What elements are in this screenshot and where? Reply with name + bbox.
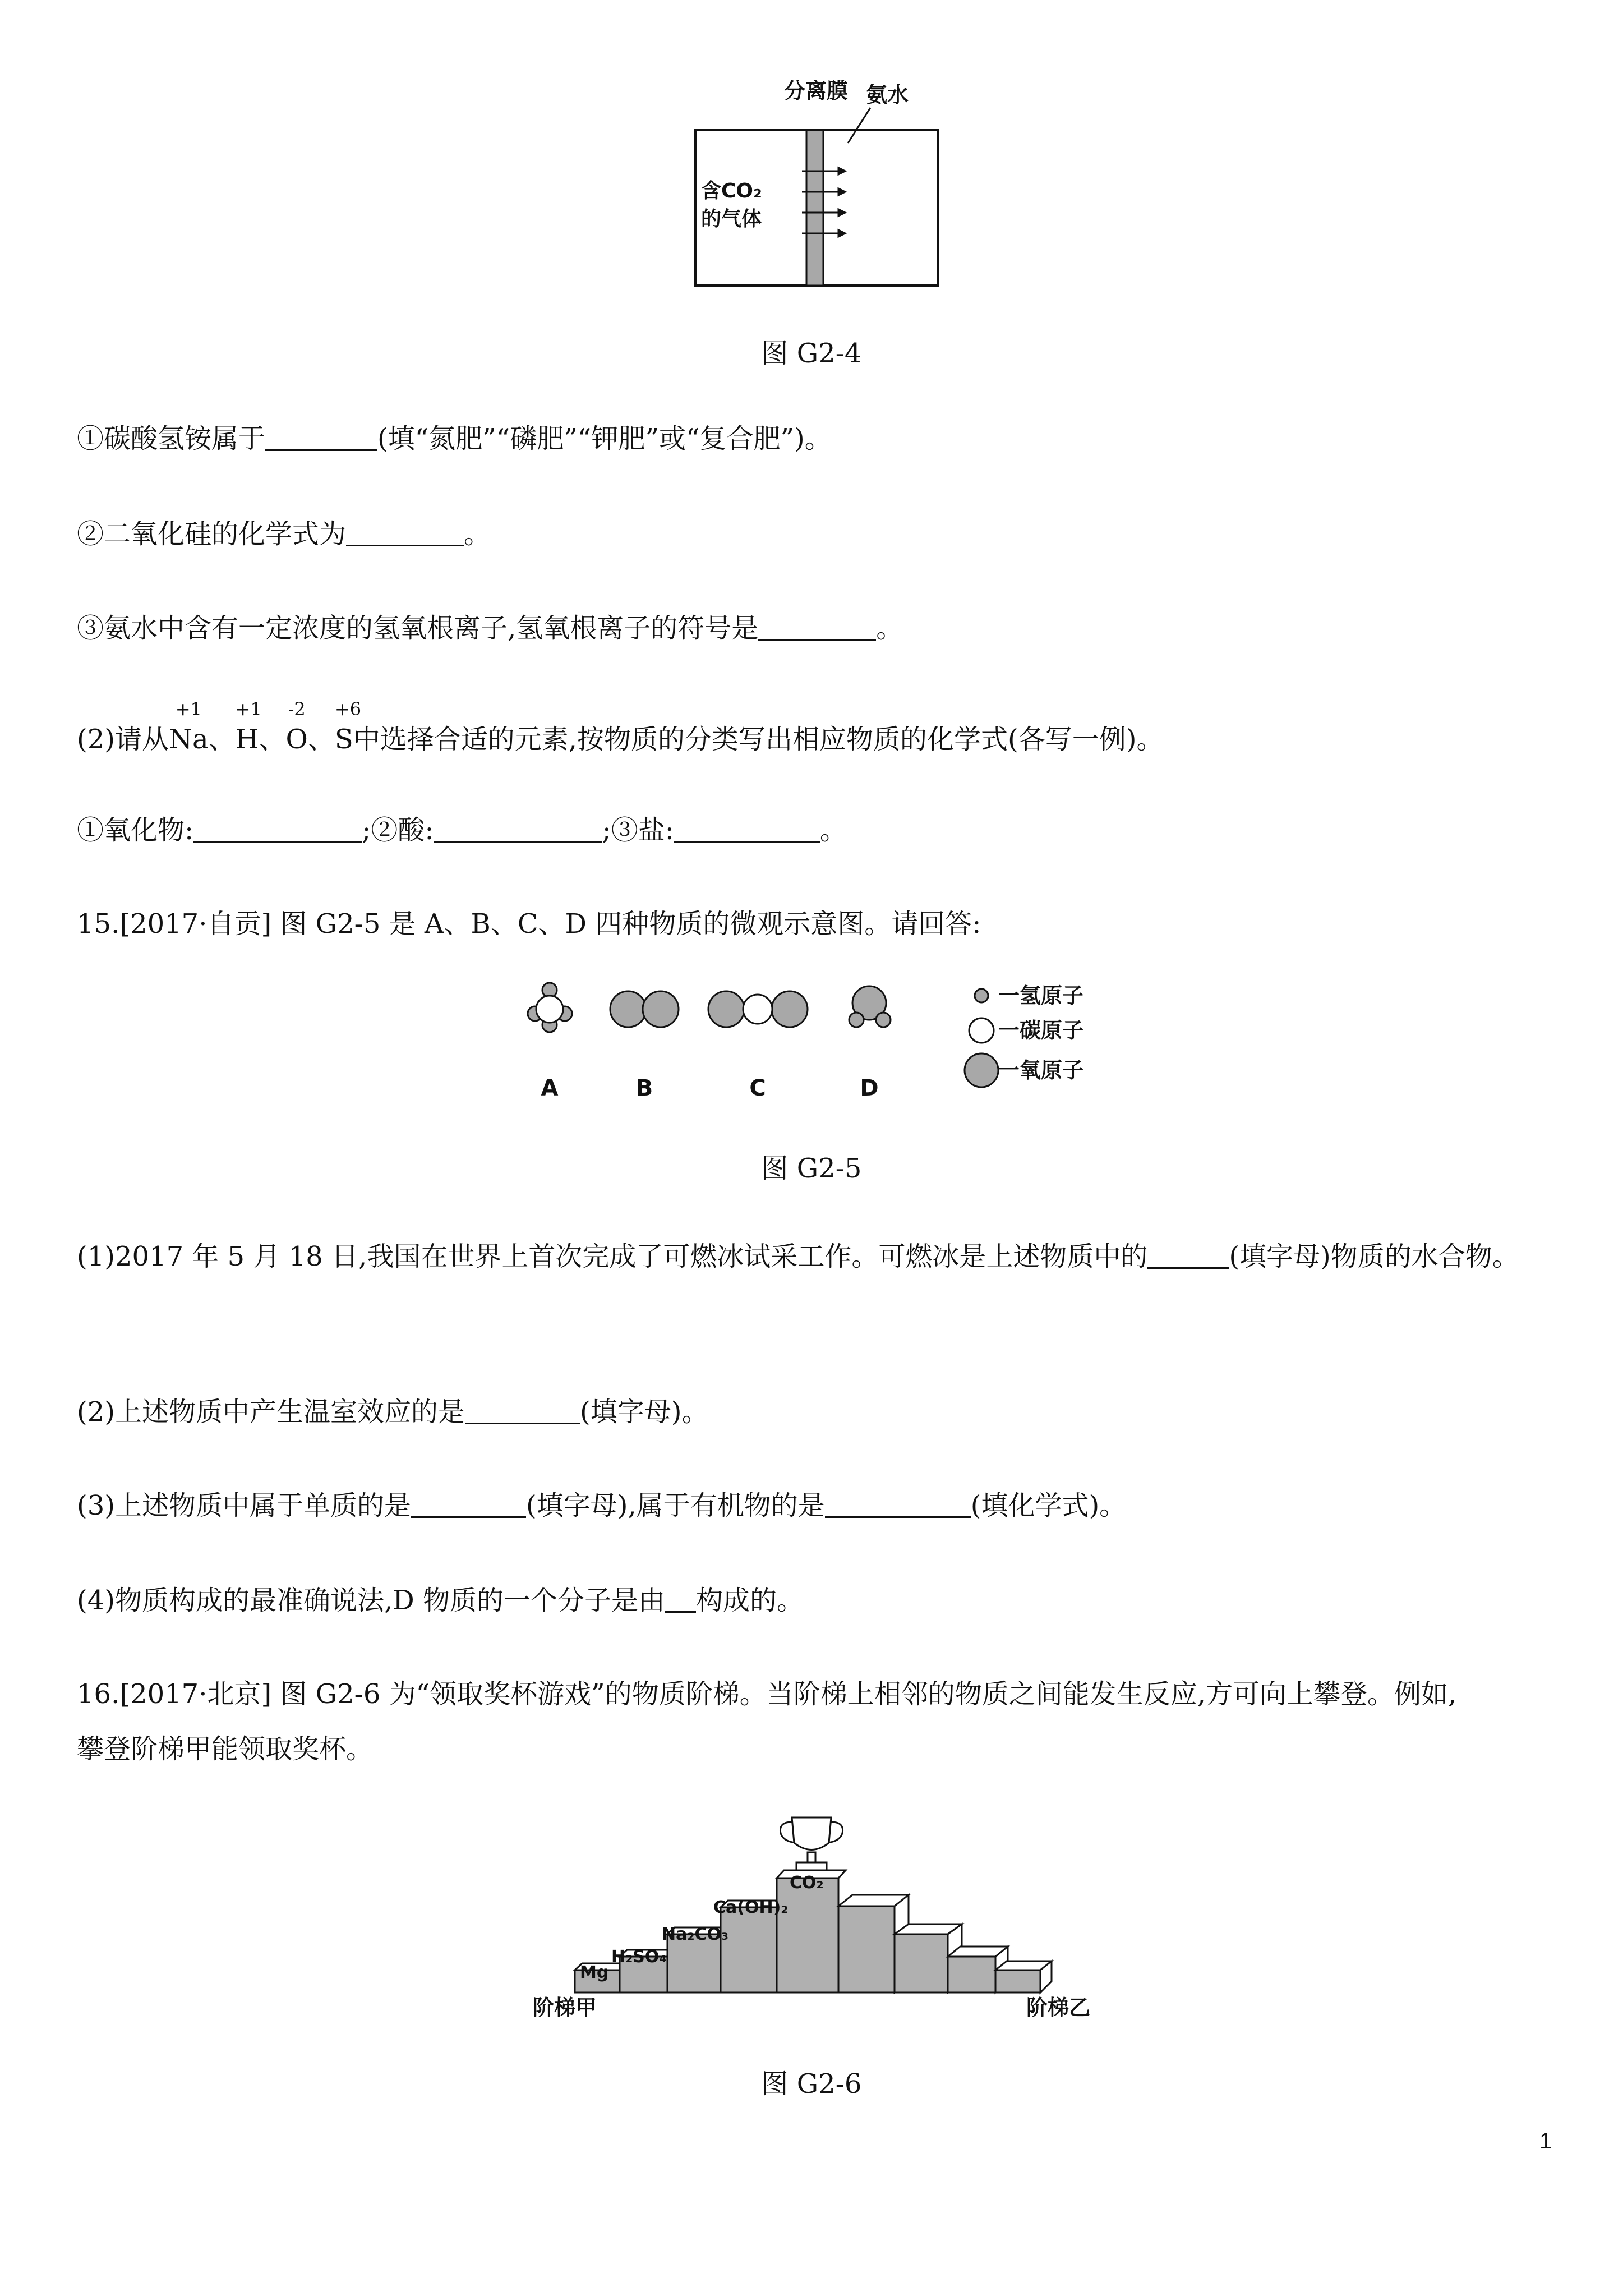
q14-part3-line <box>77 611 903 645</box>
separator: 、 <box>307 724 335 755</box>
step-label-h2so4: H₂SO₄ <box>611 1947 667 1967</box>
page-number: 1 <box>1539 2129 1552 2154</box>
q14-answers-line <box>77 813 847 847</box>
trophy-icon <box>780 1818 842 1870</box>
molecule-b-label: B <box>635 1075 653 1101</box>
q14-p2-prefix: ②二氧化硅的化学式为 <box>77 518 347 550</box>
molecule-d <box>849 986 891 1027</box>
q15-q3-prefix: (3)上述物质中属于单质的是 <box>77 1490 411 1521</box>
ammonia-label: 氨水 <box>865 82 909 107</box>
q15-q1 <box>77 1240 1519 1273</box>
molecule-c-label: C <box>749 1075 766 1101</box>
q14-p2-suffix: 。 <box>464 518 491 550</box>
element-symbol: O <box>285 724 308 755</box>
element-symbol: S <box>334 724 353 755</box>
answer-blank[interactable] <box>825 1490 971 1518</box>
step-right-4 <box>995 1970 1040 1993</box>
carbon-atom-icon <box>969 1018 994 1043</box>
q16-stem-line2: 攀登阶梯甲能领取奖杯。 <box>77 1733 374 1765</box>
q15-q2-prefix: (2)上述物质中产生温室效应的是 <box>77 1396 465 1428</box>
answer-blank[interactable] <box>265 424 377 451</box>
legend-carbon: 一碳原子 <box>998 1018 1084 1043</box>
oxide-label: ①氧化物: <box>77 815 194 846</box>
separator: 、 <box>259 724 286 755</box>
step-right-2 <box>895 1934 948 1993</box>
end-mark: 。 <box>819 815 847 846</box>
gas-label-1: 含CO₂ <box>701 180 762 203</box>
figure-g2-6 <box>522 1812 1138 2036</box>
q14-p3-suffix: 。 <box>876 613 903 644</box>
step-caoh2 <box>721 1907 777 1993</box>
step-co2 <box>777 1878 838 1993</box>
q14-part2-suffix: 中选择合适的元素,按物质的分类写出相应物质的化学式(各写一例)。 <box>353 724 1164 755</box>
answer-blank[interactable] <box>758 613 876 641</box>
step-right-1 <box>838 1906 895 1993</box>
oxygen-atom-icon <box>965 1053 998 1087</box>
figure-g2-5 <box>516 976 1122 1111</box>
element-symbol: Na <box>169 724 209 755</box>
salt-label: ;③盐: <box>602 815 674 846</box>
q15-q4-suffix: 构成的。 <box>696 1585 804 1616</box>
q15-q3-suffix: (填化学式)。 <box>970 1490 1127 1521</box>
ladder-yi-label: 阶梯乙 <box>1026 1995 1091 2020</box>
q16-stem-line1: 16.[2017·北京] 图 G2-6 为“领取奖杯游戏”的物质阶梯。当阶梯上相邻的物质之间能发生反应,方可向上攀登。例如, <box>77 1678 1457 1710</box>
legend-hydrogen: 一氢原子 <box>998 983 1084 1008</box>
molecule-a <box>528 983 572 1032</box>
legend-oxygen: 一氧原子 <box>998 1058 1084 1083</box>
q14-elements-line <box>77 698 1164 756</box>
q14-part2-prefix: (2)请从 <box>77 724 169 755</box>
oxidation-state: +1 <box>235 698 262 720</box>
answer-blank[interactable] <box>411 1490 526 1518</box>
step-label-co2: CO₂ <box>790 1873 824 1893</box>
q15-q2 <box>77 1395 708 1429</box>
legend-atoms <box>965 989 998 1087</box>
step-label-caoh2: Ca(OH)₂ <box>713 1898 789 1917</box>
q15-stem: 15.[2017·自贡] 图 G2-5 是 A、B、C、D 四种物质的微观示意图。请回答: <box>77 908 981 940</box>
q15-q3 <box>77 1489 1126 1522</box>
separation-membrane <box>806 130 823 286</box>
q15-q1-prefix: (1)2017 年 5 月 18 日,我国在世界上首次完成了可燃冰试采工作。可燃冰是上述物质中的 <box>77 1241 1148 1272</box>
step-right-3 <box>948 1957 995 1993</box>
molecule-a-label: A <box>541 1075 559 1101</box>
q14-p1-prefix: ①碳酸氢铵属于 <box>77 423 266 454</box>
q14-part1-line <box>77 422 832 455</box>
answer-blank[interactable] <box>465 1397 580 1424</box>
gas-label-2: 的气体 <box>701 208 762 231</box>
ammonia-pointer <box>848 108 870 143</box>
q15-q4-prefix: (4)物质构成的最准确说法,D 物质的一个分子是由 <box>77 1585 665 1616</box>
q15-q2-suffix: (填字母)。 <box>580 1396 709 1428</box>
q14-part2-line <box>77 517 491 551</box>
molecule-c <box>708 991 808 1027</box>
oxidation-state: -2 <box>288 698 306 720</box>
figure-g2-4 <box>684 67 953 303</box>
acid-label: ;②酸: <box>362 815 434 846</box>
element-h <box>235 698 262 756</box>
caption-g2-4: 图 G2-4 <box>761 338 862 369</box>
answer-blank[interactable] <box>674 815 820 843</box>
step-label-na2co3: Na₂CO₃ <box>662 1925 729 1944</box>
molecule-d-label: D <box>860 1075 879 1101</box>
separator: 、 <box>208 724 236 755</box>
ladder-jia-label: 阶梯甲 <box>533 1995 597 2020</box>
element-o <box>285 698 308 756</box>
answer-blank[interactable] <box>346 519 464 546</box>
q15-q4 <box>77 1584 804 1617</box>
element-s <box>334 698 362 756</box>
answer-blank[interactable] <box>193 815 362 843</box>
q14-p3-prefix: ③氨水中含有一定浓度的氢氧根离子,氢氧根离子的符号是 <box>77 613 759 644</box>
hydrogen-atom-icon <box>975 989 988 1002</box>
q14-p1-suffix: (填“氮肥”“磷肥”“钾肥”或“复合肥”)。 <box>377 423 832 454</box>
element-symbol: H <box>235 724 259 755</box>
oxidation-state: +6 <box>334 698 362 720</box>
molecule-b <box>610 991 679 1027</box>
q15-q1-suffix: (填字母)物质的水合物。 <box>1229 1241 1519 1272</box>
membrane-label: 分离膜 <box>783 79 849 103</box>
oxidation-state: +1 <box>175 698 202 720</box>
answer-blank[interactable] <box>434 815 602 843</box>
caption-g2-5: 图 G2-5 <box>761 1153 862 1184</box>
answer-blank[interactable] <box>1147 1241 1229 1269</box>
element-na <box>169 698 209 756</box>
answer-blank[interactable] <box>665 1585 696 1613</box>
caption-g2-6: 图 G2-6 <box>761 2068 862 2100</box>
q15-q3-mid: (填字母),属于有机物的是 <box>526 1490 825 1521</box>
step-label-mg: Mg <box>580 1963 609 1982</box>
